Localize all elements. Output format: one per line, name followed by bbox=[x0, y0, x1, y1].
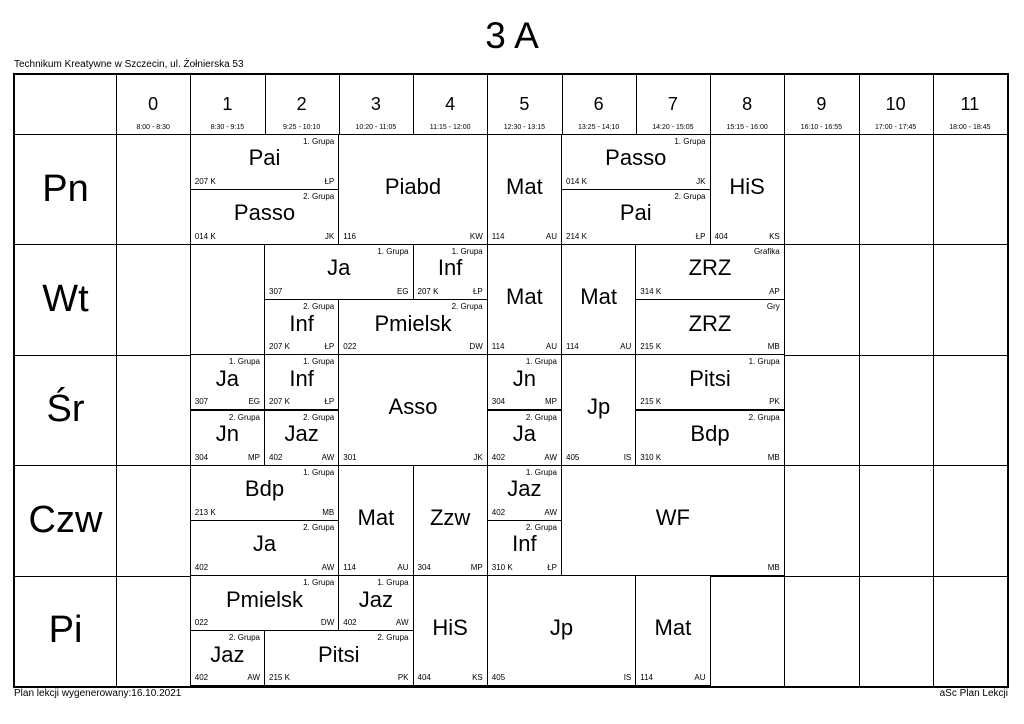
lesson-subject: Inf bbox=[289, 365, 314, 391]
lesson-subject: Jaz bbox=[210, 641, 245, 667]
period-number: 3 bbox=[370, 94, 381, 114]
lesson-subject: ZRZ bbox=[688, 310, 732, 336]
lesson-teacher: JK bbox=[324, 231, 335, 241]
lesson-teacher: AW bbox=[321, 452, 335, 462]
lesson-group: 1. Grupa bbox=[748, 357, 780, 367]
lesson-room: 114 bbox=[343, 563, 357, 573]
period-number: 6 bbox=[593, 94, 604, 114]
lesson-room: 114 bbox=[491, 342, 505, 352]
lesson-room: 114 bbox=[640, 673, 654, 683]
lesson-cell[interactable] bbox=[413, 465, 488, 576]
lesson-teacher: AW bbox=[247, 673, 260, 683]
period-time: 17:00 - 17:45 bbox=[874, 124, 917, 131]
lesson-subject: Pitsi bbox=[317, 641, 360, 667]
lesson-subject: Passo bbox=[233, 200, 296, 226]
lesson-room: 207 K bbox=[194, 176, 216, 186]
lesson-subject: Passo bbox=[605, 145, 667, 171]
lesson-room: 214 K bbox=[566, 231, 587, 241]
lesson-cell[interactable] bbox=[190, 520, 340, 576]
lesson-subject: Inf bbox=[437, 255, 463, 281]
lesson-group: 2. Grupa bbox=[451, 302, 483, 312]
timetable-grid bbox=[13, 73, 1009, 688]
lesson-group: 2. Grupa bbox=[525, 522, 557, 532]
lesson-subject: Asso bbox=[388, 394, 438, 420]
period-header bbox=[562, 75, 636, 134]
lesson-room: 314 K bbox=[640, 287, 662, 297]
lesson-room: 207 K bbox=[269, 342, 290, 352]
lesson-cell[interactable] bbox=[561, 134, 711, 190]
day-label: Wt bbox=[42, 278, 89, 321]
day-label: Pn bbox=[42, 167, 89, 210]
period-time: 8:30 - 9:15 bbox=[210, 124, 245, 131]
lesson-cell[interactable] bbox=[264, 299, 339, 355]
lesson-teacher: ŁP bbox=[472, 287, 483, 297]
lesson-room: 114 bbox=[566, 342, 579, 352]
lesson-subject: Pmielsk bbox=[225, 586, 303, 612]
lesson-subject: Inf bbox=[289, 310, 314, 336]
lesson-subject: Mat bbox=[506, 173, 543, 199]
lesson-teacher: AU bbox=[397, 563, 409, 573]
day-label: Pi bbox=[48, 609, 83, 652]
lesson-room: 014 K bbox=[194, 231, 216, 241]
lesson-teacher: MP bbox=[248, 452, 260, 462]
lesson-subject: Pmielsk bbox=[374, 310, 452, 336]
lesson-group: 2. Grupa bbox=[303, 412, 335, 422]
period-header bbox=[859, 75, 933, 134]
lesson-subject: Jn bbox=[215, 421, 239, 447]
lesson-subject: Inf bbox=[512, 531, 537, 557]
period-number: 8 bbox=[742, 94, 753, 114]
lesson-subject: Jaz bbox=[507, 476, 542, 502]
lesson-cell[interactable] bbox=[338, 299, 488, 355]
lesson-subject: Bdp bbox=[244, 476, 285, 502]
lesson-room: 022 bbox=[343, 342, 357, 352]
period-header bbox=[116, 75, 190, 134]
period-number: 10 bbox=[885, 94, 906, 114]
lesson-teacher: MB bbox=[767, 563, 780, 573]
lesson-subject: WF bbox=[655, 504, 690, 530]
lesson-room: 402 bbox=[194, 673, 209, 683]
lesson-subject: Pai bbox=[248, 145, 281, 171]
period-number: 0 bbox=[148, 94, 159, 114]
lesson-subject: Zzw bbox=[429, 504, 471, 530]
lesson-teacher: IS bbox=[623, 452, 632, 462]
lesson-cell[interactable] bbox=[635, 299, 785, 355]
lesson-cell[interactable] bbox=[487, 575, 637, 686]
lesson-subject: Ja bbox=[512, 421, 536, 447]
lesson-cell[interactable] bbox=[487, 410, 562, 466]
lesson-room: 404 bbox=[417, 673, 431, 683]
lesson-room: 405 bbox=[566, 452, 580, 462]
period-number: 9 bbox=[816, 94, 827, 114]
lesson-group: 2. Grupa bbox=[303, 191, 335, 201]
lesson-group: 1. Grupa bbox=[228, 357, 260, 367]
lesson-cell[interactable] bbox=[190, 189, 340, 245]
lesson-subject: ZRZ bbox=[688, 255, 732, 281]
lesson-subject: Jp bbox=[587, 394, 611, 420]
lesson-room: 307 bbox=[269, 287, 283, 297]
lesson-teacher: ŁP bbox=[324, 176, 335, 186]
lesson-teacher: DW bbox=[469, 342, 483, 352]
lesson-teacher: PK bbox=[397, 673, 409, 683]
lesson-teacher: JK bbox=[696, 176, 706, 186]
lesson-subject: Piabd bbox=[384, 173, 442, 199]
lesson-subject: Mat bbox=[506, 284, 543, 310]
lesson-group: 2. Grupa bbox=[377, 633, 409, 643]
lesson-cell[interactable] bbox=[413, 575, 488, 686]
lesson-group: 2. Grupa bbox=[525, 412, 557, 422]
lesson-cell[interactable] bbox=[190, 465, 340, 521]
period-time: 18:00 - 18:45 bbox=[949, 124, 991, 131]
period-time: 12:30 - 13:15 bbox=[503, 124, 545, 131]
lesson-teacher: ŁP bbox=[547, 563, 557, 573]
lesson-teacher: AW bbox=[544, 452, 557, 462]
period-header bbox=[265, 75, 339, 134]
lesson-cell[interactable] bbox=[338, 465, 413, 576]
lesson-group: 1. Grupa bbox=[303, 357, 335, 367]
lesson-room: 213 K bbox=[194, 507, 216, 517]
lesson-room: 116 bbox=[343, 231, 357, 241]
lesson-cell[interactable] bbox=[635, 244, 785, 300]
lesson-teacher: IS bbox=[623, 673, 632, 683]
lesson-room: 402 bbox=[194, 563, 209, 573]
lesson-teacher: KW bbox=[469, 231, 483, 241]
lesson-cell[interactable] bbox=[264, 354, 339, 410]
lesson-subject: Ja bbox=[215, 365, 239, 391]
period-header bbox=[933, 75, 1007, 134]
lesson-room: 404 bbox=[714, 231, 728, 241]
lesson-subject: HiS bbox=[432, 615, 468, 641]
period-header bbox=[636, 75, 710, 134]
lesson-cell[interactable] bbox=[487, 244, 562, 355]
lesson-room: 022 bbox=[194, 618, 209, 628]
day-label: Czw bbox=[28, 498, 103, 541]
lesson-cell[interactable] bbox=[264, 630, 414, 686]
period-number: 7 bbox=[667, 94, 678, 114]
lesson-group: 2. Grupa bbox=[748, 412, 780, 422]
lesson-group: 2. Grupa bbox=[303, 522, 335, 532]
lesson-cell[interactable] bbox=[635, 354, 785, 410]
software-credit: aSc Plan Lekcji bbox=[939, 688, 1008, 699]
school-name: Technikum Kreatywne w Szczecin, ul. Żołnierska 53 bbox=[14, 59, 244, 70]
lesson-cell[interactable] bbox=[190, 630, 265, 686]
lesson-teacher: MP bbox=[545, 397, 557, 407]
lesson-room: 304 bbox=[194, 452, 209, 462]
period-header bbox=[710, 75, 784, 134]
grid-column-divider bbox=[116, 75, 117, 686]
lesson-teacher: MB bbox=[767, 342, 780, 352]
lesson-teacher: ŁP bbox=[695, 231, 706, 241]
lesson-teacher: AW bbox=[395, 618, 409, 628]
lesson-room: 310 K bbox=[491, 563, 513, 573]
lesson-teacher: KS bbox=[472, 673, 483, 683]
lesson-teacher: EG bbox=[248, 397, 260, 407]
lesson-subject: Pitsi bbox=[689, 365, 731, 391]
lesson-group: 2. Grupa bbox=[674, 191, 706, 201]
page-title: 3 A bbox=[485, 15, 539, 56]
period-time: 14:20 - 15:05 bbox=[652, 124, 694, 131]
lesson-cell[interactable] bbox=[487, 520, 562, 576]
lesson-room: 304 bbox=[491, 397, 506, 407]
lesson-group: 1. Grupa bbox=[377, 246, 409, 256]
lesson-teacher: EG bbox=[396, 287, 409, 297]
lesson-room: 402 bbox=[491, 507, 506, 517]
lesson-room: 215 K bbox=[640, 342, 662, 352]
lesson-cell[interactable] bbox=[190, 354, 265, 410]
lesson-teacher: ŁP bbox=[324, 342, 335, 352]
day-label: Śr bbox=[46, 388, 85, 431]
lesson-cell[interactable] bbox=[487, 134, 562, 245]
lesson-room: 402 bbox=[343, 618, 357, 628]
lesson-cell[interactable] bbox=[487, 465, 562, 521]
lesson-cell[interactable] bbox=[190, 134, 340, 190]
lesson-subject: Jp bbox=[549, 615, 574, 641]
lesson-room: 402 bbox=[269, 452, 283, 462]
period-number: 11 bbox=[960, 94, 980, 114]
lesson-cell[interactable] bbox=[561, 244, 636, 355]
lesson-room: 215 K bbox=[640, 397, 662, 407]
lesson-group: 1. Grupa bbox=[303, 578, 335, 588]
period-header bbox=[413, 75, 487, 134]
period-number: 1 bbox=[222, 94, 233, 114]
lesson-room: 014 K bbox=[566, 176, 587, 186]
period-header bbox=[784, 75, 858, 134]
lesson-room: 304 bbox=[417, 563, 431, 573]
lesson-room: 310 K bbox=[640, 452, 662, 462]
lesson-teacher: MB bbox=[322, 507, 335, 517]
lesson-room: 215 K bbox=[269, 673, 290, 683]
lesson-group: 1. Grupa bbox=[377, 578, 409, 588]
lesson-cell[interactable] bbox=[190, 575, 340, 631]
lesson-cell[interactable] bbox=[338, 354, 488, 465]
period-number: 2 bbox=[296, 94, 307, 114]
lesson-teacher: MP bbox=[470, 563, 483, 573]
lesson-teacher: AW bbox=[544, 507, 557, 517]
lesson-group: 1. Grupa bbox=[303, 136, 335, 146]
lesson-group: 2. Grupa bbox=[228, 412, 260, 422]
lesson-cell[interactable] bbox=[487, 354, 562, 410]
lesson-subject: HiS bbox=[729, 173, 765, 199]
lesson-group: Grafika bbox=[753, 246, 780, 256]
lesson-group: 1. Grupa bbox=[303, 467, 335, 477]
period-header bbox=[339, 75, 413, 134]
lesson-subject: Jn bbox=[512, 365, 536, 391]
lesson-group: 1. Grupa bbox=[674, 136, 706, 146]
lesson-cell[interactable] bbox=[710, 134, 785, 245]
period-time: 11:15 - 12:00 bbox=[429, 124, 471, 131]
lesson-room: 114 bbox=[491, 231, 505, 241]
lesson-cell[interactable] bbox=[264, 410, 339, 466]
lesson-teacher: AU bbox=[620, 342, 632, 352]
lesson-cell[interactable] bbox=[264, 244, 414, 300]
lesson-teacher: AU bbox=[545, 342, 557, 352]
lesson-teacher: MB bbox=[767, 452, 780, 462]
lesson-teacher: JK bbox=[473, 452, 483, 462]
lesson-subject: Ja bbox=[252, 531, 277, 557]
lesson-subject: Jaz bbox=[284, 421, 319, 447]
lesson-cell[interactable] bbox=[413, 244, 488, 300]
lesson-teacher: PK bbox=[769, 397, 780, 407]
grid-column-divider bbox=[933, 75, 934, 686]
period-number: 5 bbox=[519, 94, 530, 114]
lesson-cell[interactable] bbox=[190, 410, 265, 466]
lesson-subject: Mat bbox=[357, 504, 395, 530]
period-time: 9:25 - 10:10 bbox=[282, 124, 321, 131]
lesson-teacher: KS bbox=[769, 231, 780, 241]
lesson-group: 1. Grupa bbox=[451, 246, 483, 256]
period-header bbox=[190, 75, 264, 134]
lesson-teacher: ŁP bbox=[324, 397, 335, 407]
period-number: 4 bbox=[445, 94, 456, 114]
lesson-teacher: AP bbox=[769, 287, 780, 297]
period-time: 15:15 - 16:00 bbox=[726, 124, 768, 131]
lesson-teacher: DW bbox=[320, 618, 335, 628]
lesson-group: 1. Grupa bbox=[525, 357, 557, 367]
lesson-subject: Bdp bbox=[690, 421, 730, 447]
lesson-cell[interactable] bbox=[561, 354, 636, 465]
period-time: 16:10 - 16:55 bbox=[800, 124, 842, 131]
lesson-room: 301 bbox=[343, 452, 357, 462]
lesson-cell[interactable] bbox=[561, 465, 785, 576]
lesson-teacher: AW bbox=[321, 563, 335, 573]
lesson-teacher: AU bbox=[545, 231, 557, 241]
lesson-subject: Mat bbox=[580, 284, 617, 310]
lesson-room: 405 bbox=[491, 673, 506, 683]
lesson-group: 1. Grupa bbox=[525, 467, 557, 477]
lesson-cell[interactable] bbox=[635, 575, 710, 686]
lesson-room: 307 bbox=[194, 397, 209, 407]
period-time: 10:20 - 11:05 bbox=[355, 124, 397, 131]
lesson-cell[interactable] bbox=[635, 410, 785, 466]
lesson-room: 207 K bbox=[269, 397, 290, 407]
lesson-group: Gry bbox=[766, 302, 780, 312]
lesson-group: 2. Grupa bbox=[228, 633, 260, 643]
lesson-teacher: AU bbox=[694, 673, 706, 683]
period-time: 13:25 - 14:10 bbox=[577, 124, 620, 131]
lesson-cell[interactable] bbox=[338, 134, 488, 245]
lesson-subject: Ja bbox=[327, 255, 351, 281]
lesson-room: 402 bbox=[491, 452, 506, 462]
generated-date: Plan lekcji wygenerowany:16.10.2021 bbox=[14, 688, 182, 699]
lesson-group: 2. Grupa bbox=[303, 302, 335, 312]
lesson-subject: Jaz bbox=[358, 586, 393, 612]
grid-column-divider bbox=[859, 75, 860, 686]
lesson-cell[interactable] bbox=[338, 575, 413, 631]
lesson-subject: Mat bbox=[654, 615, 692, 641]
period-time: 8:00 - 8:30 bbox=[136, 124, 170, 131]
lesson-cell[interactable] bbox=[561, 189, 711, 245]
period-header bbox=[487, 75, 561, 134]
lesson-room: 207 K bbox=[417, 287, 439, 297]
lesson-subject: Pai bbox=[619, 200, 652, 226]
